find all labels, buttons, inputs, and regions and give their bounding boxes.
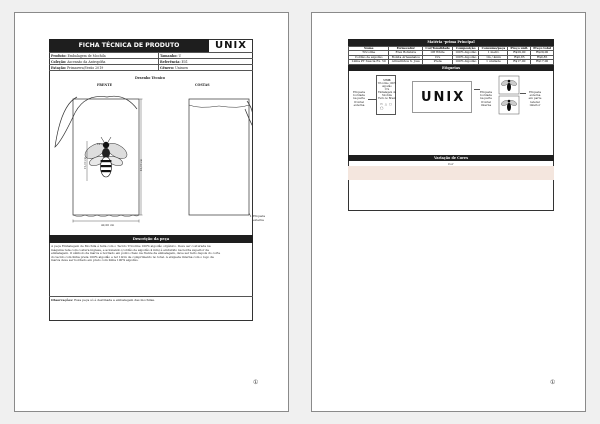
column-header: Preço unit. (508, 47, 531, 51)
tag-3-line: externa (529, 93, 541, 98)
tag-2-line: interna (480, 102, 492, 107)
color-swatch (348, 166, 554, 180)
tag-1-line: frontal (354, 99, 364, 104)
size-label: Tamanho: (160, 53, 178, 58)
page-number: ① (253, 379, 259, 386)
table-cell: Off White (423, 51, 453, 55)
tag-label-1: Etiqueta (253, 214, 266, 218)
variation-color-column: Cor (448, 161, 454, 166)
logo-label (412, 81, 472, 113)
tag-3-line: em parte (528, 96, 542, 101)
care-line: UNIX (383, 79, 391, 82)
back-bag-drawing (189, 99, 253, 217)
table-cell: Linha PT Suécia Ex. 50 (349, 60, 389, 64)
tag-1-line: externa (353, 102, 365, 107)
bee-embroidery-icon (82, 137, 129, 177)
collection-label: Coleção: (51, 59, 67, 64)
column-header: Preço total (531, 47, 554, 51)
width-dimension: 42,00 cm (101, 223, 115, 227)
column-header: Consumo/peça (479, 47, 508, 51)
tag-3-description (526, 91, 544, 107)
product-label: Produto: (51, 53, 67, 58)
tag-2-line: frontal (481, 99, 491, 104)
materials-header (348, 39, 554, 46)
variation-title: Variação de Cores (433, 156, 468, 160)
table-cell: R$0,85 (508, 55, 531, 59)
gender-value: Unissex (175, 65, 188, 70)
season-label: Estação: (51, 65, 67, 70)
care-line: Embalagem de Mochila (377, 91, 397, 97)
tag-2-description (477, 91, 495, 107)
reference-label: Referência: (160, 59, 181, 64)
table-cell: 1 unidade (479, 60, 508, 64)
back-view-label: COSTAS (195, 83, 210, 87)
labels-header (348, 65, 554, 71)
table-cell: Armarinhos S. José (389, 60, 423, 64)
table-cell: 100% Algodão (453, 55, 479, 59)
logo-label-brand: UNIX (421, 90, 466, 105)
tag-2-line: na parte (480, 96, 492, 101)
collection-value: Ascensão da Antropófia (67, 59, 106, 64)
gender-label: Gênero: (160, 65, 175, 70)
tag-1-line: Etiqueta (352, 90, 366, 94)
table-cell: R$29,00 (508, 51, 531, 55)
description-line-4: do tecido com linha preta 100% algodão e ter 10cm de comprimento no total. A etiqueta interna com o logo da (51, 254, 214, 259)
observations-text: Essa peça só é destinada a embalagem das mochilas. (74, 298, 155, 302)
table-cell: Tricoline (349, 51, 389, 55)
bee-height-dimension: 15,00 cm (84, 156, 88, 170)
column-header: Fornecedor (389, 47, 423, 51)
care-line: Tricoline 100% algodão (377, 82, 397, 88)
table-cell: R$17,00 (531, 60, 554, 64)
observations-label: Observações: (51, 298, 74, 302)
size-value: U (178, 53, 182, 58)
table-cell: Preta (423, 60, 453, 64)
page-2 (311, 12, 586, 412)
description-header (49, 235, 253, 243)
description-title: Descrição da peça (132, 237, 170, 241)
care-line: Cru (384, 88, 390, 91)
tag-1-description (350, 91, 368, 107)
table-cell: 1 metro (479, 51, 508, 55)
table-cell: Cordão de algodão (349, 55, 389, 59)
page-1 (14, 12, 289, 412)
bee-tags (498, 75, 520, 115)
tag-1-line: bordada (353, 93, 365, 98)
table-cell: R$17,00 (508, 60, 531, 64)
description-line-2: máquina reta com costura inglesa, e acionando (cordão de algodão 4 mm) é embutido na borda superior da (51, 247, 209, 252)
page-number-2: ① (550, 379, 556, 386)
front-view-label: FRENTE (97, 83, 113, 87)
tag-label-2: externa (253, 218, 264, 222)
reference-value: E51 (181, 59, 188, 64)
bee-width-dimension: 10 cm (97, 143, 106, 146)
table-cell: 100% Algodão (453, 51, 479, 55)
brand-logo: UNIX (215, 40, 247, 51)
table-cell: 100% Algodão (453, 60, 479, 64)
materials-title: Matéria -prima Principal (427, 40, 475, 44)
season-value: Primavera/Verão 2019 (67, 65, 104, 70)
sheet-header (49, 39, 209, 52)
labels-title: Etiquetas (441, 66, 461, 70)
variation-header (348, 155, 554, 161)
care-line: Feito no Brasil (378, 97, 396, 100)
table-cell: Bonita Artesanatos (389, 55, 423, 59)
tag-3-line: Etiqueta (528, 90, 542, 94)
tag-1-line: na parte (353, 96, 365, 101)
technical-drawing (49, 87, 253, 235)
column-header: Composição (453, 47, 479, 51)
description-line-5: marca deve ser bordado em preto com linha 100% algodão. (51, 258, 139, 263)
table-cell: R$29,00 (531, 51, 554, 55)
care-label (376, 75, 396, 115)
tag-2-line: Etiqueta (479, 90, 493, 94)
tag-3-line: inferior (529, 102, 541, 107)
tag-2-line: bordada (480, 93, 492, 98)
care-symbols: ▭ △ ▢ ◯ (380, 102, 393, 110)
sheet-title: FICHA TÉCNICA DE PRODUTO (78, 42, 180, 49)
description-line-3: embalagem. O símbolo da marca é bordado em ponto cheio na frente da embalagem, deve ser feito depois do corte (51, 251, 221, 256)
column-header: Nome (349, 47, 389, 51)
product-value: Embalagem de Mochila (67, 53, 106, 58)
height-dimension: 45,00 cm (140, 158, 144, 172)
description-line-1: A peça Embalagem de Mochila é feita com o Tecido Tricoline 100% algodão orgânico. Deve ser costurada na (51, 244, 211, 248)
table-cell: 1m / 4mm (479, 55, 508, 59)
table-cell: Cru (423, 55, 453, 59)
tag-3-line: lateral (530, 99, 540, 104)
table-cell: R$0,85 (531, 55, 554, 59)
table-cell: Etex Botânica (389, 51, 423, 55)
column-header: Cor/Tonalidade (423, 47, 453, 51)
technical-drawing-title: Desenho Técnico (135, 76, 166, 80)
